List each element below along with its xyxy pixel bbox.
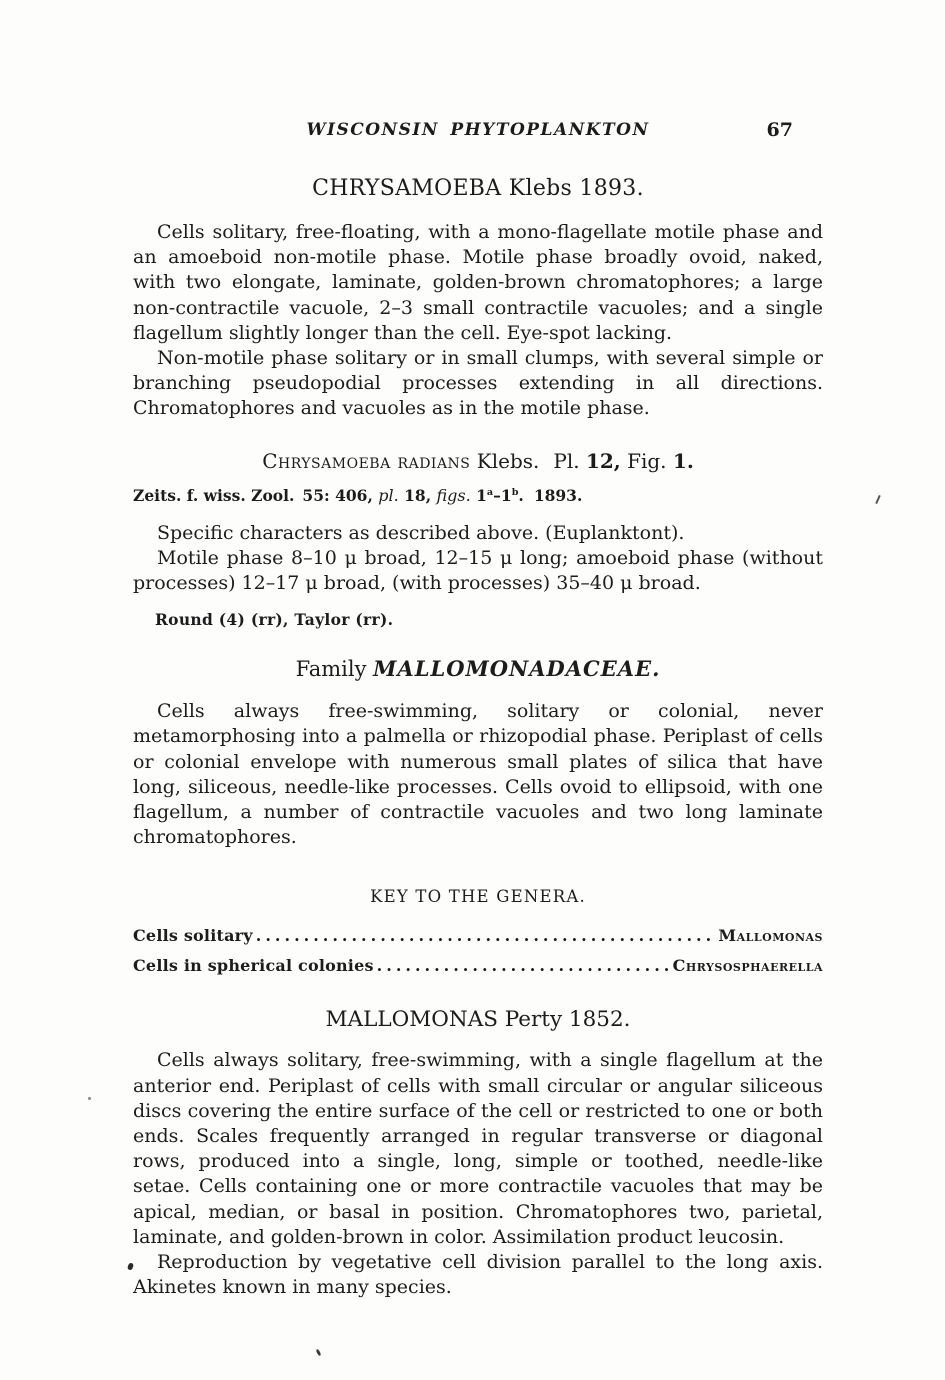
key-to-genera-table <box>133 921 823 981</box>
family-name: MALLOMONADACEAE. <box>373 656 661 682</box>
citation-plate-number: 18, <box>404 485 432 505</box>
citation-figure-range: 1$^a$–1$^b$. <box>476 485 524 505</box>
key-row-label: Cells in spherical colonies <box>133 956 374 976</box>
paragraph-family-description: Cells always free-swimming, solitary or colonial, never metamorphosing into a palmella or rhizopodial phase. Periplast of cells or colonial envelope with numerous small plates of silica that have long, siliceous, needle-like processes. Cells ovoid to ellipsoid, with one flagellum, a number of contractile vacuoles and two long laminate chromatophores. <box>133 700 823 849</box>
paragraph-measurements: Motile phase 8–10 μ broad, 12–15 μ long; amoeboid phase (without processes) 12–17 μ broad, (with processes) 35–40 μ broad. <box>133 546 823 595</box>
species-citation <box>133 486 823 506</box>
scan-speck <box>88 1097 91 1100</box>
key-row-solitary <box>133 921 823 951</box>
citation-plate-abbr: pl. <box>378 485 399 505</box>
dot-leader <box>256 921 716 951</box>
scan-speck <box>316 1349 322 1357</box>
running-header-title: WISCONSIN PHYTOPLANKTON <box>306 120 650 140</box>
species-name: Chrysamoeba radians <box>262 448 471 473</box>
citation-volume: 55 <box>302 485 324 505</box>
paragraph-chrysamoeba-nonmotile-phase: Non-motile phase solitary or in small clumps, with several simple or branching pseudopodial processes extending in all directions. Chromatophores and vacuoles as in the motile phase. <box>133 347 823 420</box>
citation-journal: Zeits. f. wiss. Zool. <box>133 485 295 505</box>
citation-pages: : 406, <box>323 485 373 505</box>
species-author: Klebs. <box>476 448 540 473</box>
family-heading <box>133 656 823 681</box>
key-to-genera-heading: KEY TO THE GENERA. <box>370 887 586 907</box>
paragraph-mallomonas-description: Cells always solitary, free-swimming, with a single flagellum at the anterior end. Periplast of cells with small circular or angular siliceous discs covering the entire surface of the cell or restricted to one or both ends. Scales frequently arranged in regular transverse or diagonal rows, produced into a single, long, simple or toothed, needle-like setae. Cells containing one or more contractile vacuoles that may be apical, median, or basal in position. Chromatophores two, parietal, laminate, and golden-brown in color. Assimilation product leucosin. <box>133 1049 823 1248</box>
citation-figs-abbr: figs. <box>436 485 471 505</box>
dot-leader <box>377 951 670 981</box>
plate-figure-reference: Pl. 12, Fig. 1. <box>553 448 694 473</box>
species-heading-chrysamoeba-radians <box>133 449 823 473</box>
collection-records: Round (4) (rr), Taylor (rr). <box>155 610 394 630</box>
paragraph-specific-characters: Specific characters as described above. (Euplanktont). <box>157 521 685 544</box>
paragraph-mallomonas-reproduction: Reproduction by vegetative cell division parallel to the long axis. Akinetes known in many species. <box>133 1251 823 1299</box>
citation-year: 1893. <box>533 485 583 505</box>
paragraph-chrysamoeba-motile-phase: Cells solitary, free-floating, with a mono-flagellate motile phase and an amoeboid non-motile phase. Motile phase broadly ovoid, naked, with two elongate, laminate, golden-brown chromatophores; a large non-contractile vacuole, 2–3 small contractile vacuoles; and a single flagellum slightly longer than the cell. Eye-spot lacking. <box>133 221 823 344</box>
genus-heading-mallomonas: MALLOMONAS Perty 1852. <box>325 1007 631 1033</box>
page-number: 67 <box>766 119 793 141</box>
key-row-genus: Chrysosphaerella <box>672 956 823 976</box>
key-row-genus: Mallomonas <box>718 926 823 946</box>
key-row-colonial <box>133 951 823 981</box>
genus-heading-chrysamoeba: CHRYSAMOEBA Klebs 1893. <box>312 176 644 201</box>
running-head <box>133 120 823 140</box>
family-label: Family <box>295 657 367 682</box>
scan-speck <box>875 495 880 504</box>
text-column <box>133 176 823 1300</box>
key-row-label: Cells solitary <box>133 926 253 946</box>
